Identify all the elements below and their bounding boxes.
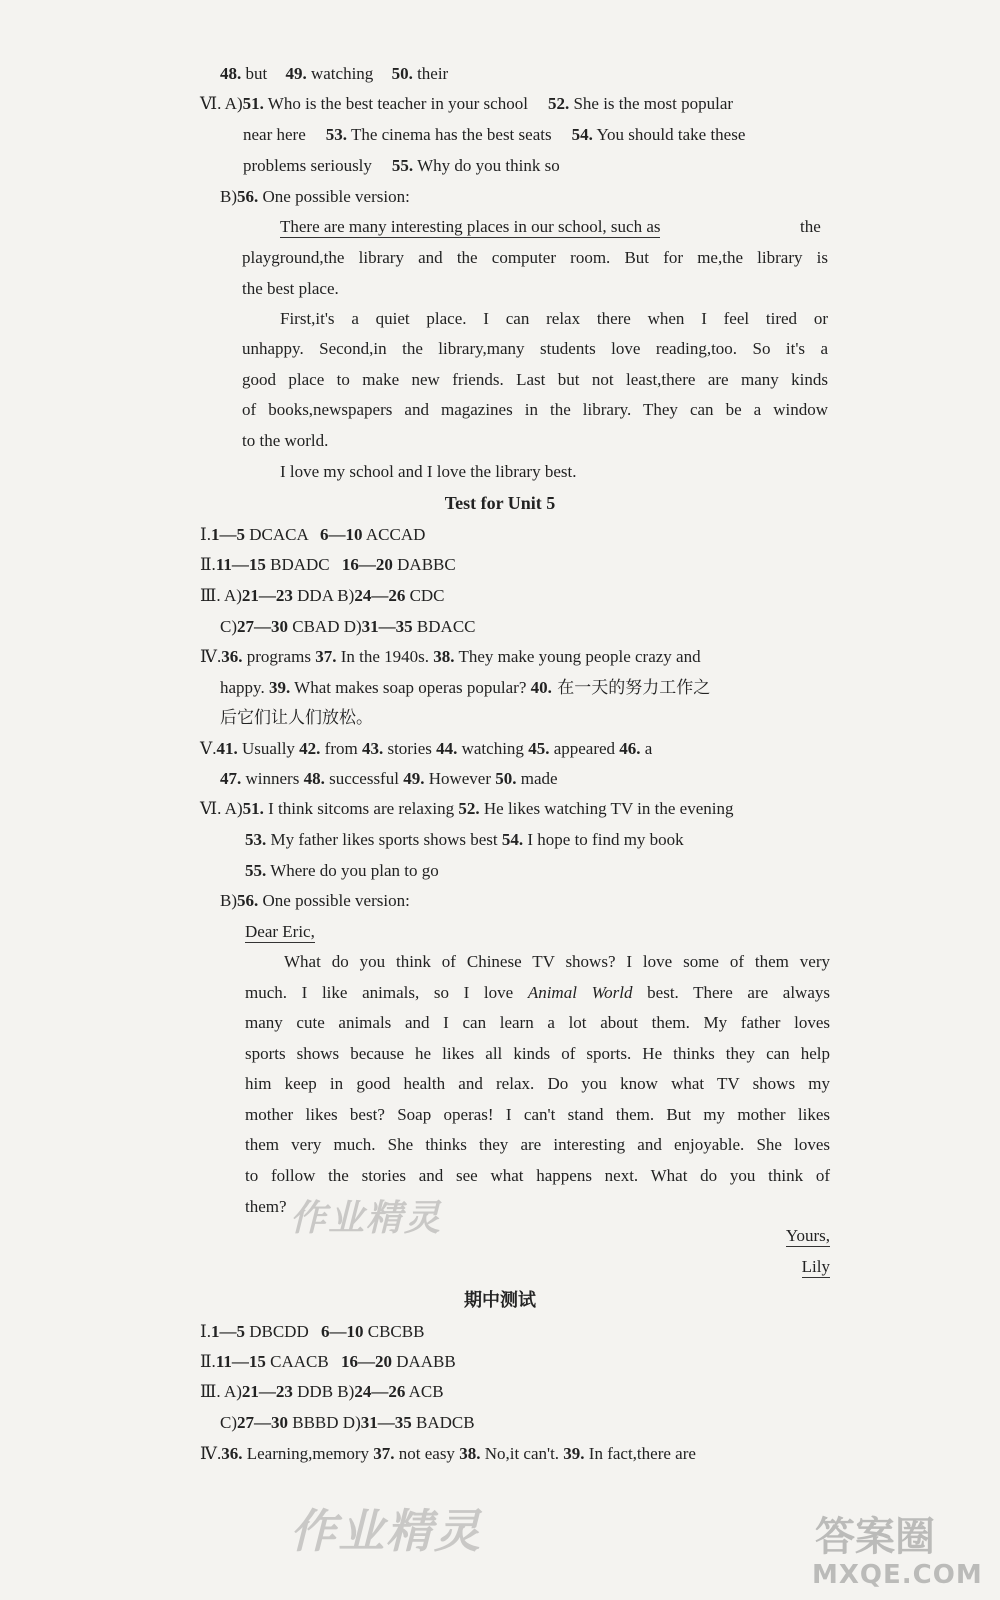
midterm-section-i: Ⅰ.1—5 DBCDD 6—10 CBCBB (200, 1322, 425, 1341)
letter-line-7: them very much. She thinks they are interesting and enjoyable. She loves (245, 1135, 830, 1154)
letter-line-2: much. I like animals, so I love Animal World best. There are always (245, 983, 830, 1002)
unit5-title: Test for Unit 5 (444, 493, 556, 513)
midterm-title: 期中测试 (464, 1290, 536, 1311)
letter-line-6: mother likes best? Soap operas! I can't stand them. But my mother likes (245, 1105, 830, 1124)
essay-line-9: I love my school and I love the library best. (280, 462, 577, 481)
letter-line-5: him keep in good health and relax. Do you know what TV shows my (245, 1074, 830, 1093)
unit5-section-vi-a-3: 55. Where do you plan to go (245, 861, 439, 880)
unit5-section-v-1: Ⅴ.41. Usually 42. from 43. stories 44. watching 45. appeared 46. a (200, 739, 653, 758)
letter-line-8: to follow the stories and see what happens next. What do you think of (245, 1166, 830, 1185)
letter-signature: Lily (801, 1257, 830, 1276)
midterm-section-ii: Ⅱ.11—15 CAACB 16—20 DAABB (200, 1352, 456, 1371)
essay-line-3: the best place. (242, 279, 339, 298)
letter-closing: Yours, (785, 1226, 830, 1245)
essay-line-1-end: the (800, 217, 821, 236)
section-vi-a-line2: near here 53. The cinema has the best seats 54. You should take these (243, 125, 746, 144)
unit5-section-vi-a-1: Ⅵ. A)51. I think sitcoms are relaxing 52. He likes watching TV in the evening (200, 799, 734, 818)
letter-line-1: What do you think of Chinese TV shows? I love some of them very (284, 952, 830, 971)
midterm-section-iii-1: Ⅲ. A)21—23 DDB B)24—26 ACB (200, 1382, 444, 1401)
essay-line-6: good place to make new friends. Last but not least,there are many kinds (242, 370, 828, 389)
essay-line-4: First,it's a quiet place. I can relax there when I feel tired or (280, 309, 828, 328)
unit5-section-iv-1: Ⅳ.36. programs 37. In the 1940s. 38. They make young people crazy and (200, 647, 701, 666)
section-vi-a-line1: Ⅵ. A)51. Who is the best teacher in your school 52. She is the most popular (200, 94, 734, 113)
essay-line-5: unhappy. Second,in the library,many students love reading,too. So it's a (242, 339, 828, 358)
unit5-section-vi-a-2: 53. My father likes sports shows best 54. I hope to find my book (245, 830, 684, 849)
unit5-section-vi-b-header: B)56. One possible version: (220, 891, 410, 910)
section-vi-b-header: B)56. One possible version: (220, 187, 410, 206)
watermark-homework-elf-bottom: 作业精灵 (290, 1504, 482, 1558)
midterm-section-iii-2: C)27—30 BBBD D)31—35 BADCB (220, 1413, 475, 1432)
letter-line-3: many cute animals and I can learn a lot about them. My father loves (245, 1013, 830, 1032)
letter-line-4: sports shows because he likes all kinds of sports. He thinks they can help (245, 1044, 830, 1063)
essay-line-8: to the world. (242, 431, 329, 450)
letter-greeting: Dear Eric, (245, 922, 315, 941)
unit5-section-iv-2: happy. 39. What makes soap operas popular? 40. 在一天的努力工作之 (220, 678, 711, 698)
essay-line-2: playground,the library and the computer room. But for me,the library is (242, 248, 828, 267)
unit5-section-v-2: 47. winners 48. successful 49. However 50. made (220, 769, 558, 788)
watermark-homework-elf: 作业精灵 (290, 1198, 443, 1239)
answer-line-48-50: 48. but 49. watching 50. their (220, 64, 449, 83)
unit5-section-iv-3: 后它们让人们放松。 (220, 708, 373, 728)
watermark-answer-circle-logo: 答案圈 (815, 1514, 935, 1560)
midterm-section-iv-1: Ⅳ.36. Learning,memory 37. not easy 38. No,it can't. 39. In fact,there are (200, 1444, 696, 1463)
unit5-section-iii-2: C)27—30 CBAD D)31—35 BDACC (220, 617, 476, 636)
essay-line-1: There are many interesting places in our school, such as (280, 217, 661, 236)
letter-line-9: them? (245, 1197, 287, 1216)
section-vi-a-line3: problems seriously 55. Why do you think so (243, 156, 560, 175)
unit5-section-ii: Ⅱ.11—15 BDADC 16—20 DABBC (200, 555, 456, 574)
watermark-site-url: MXQE.COM (812, 1560, 983, 1590)
essay-line-7: of books,newspapers and magazines in the library. They can be a window (242, 400, 828, 419)
unit5-section-iii-1: Ⅲ. A)21—23 DDA B)24—26 CDC (200, 586, 445, 605)
unit5-section-i: Ⅰ.1—5 DCACA 6—10 ACCAD (200, 525, 426, 544)
